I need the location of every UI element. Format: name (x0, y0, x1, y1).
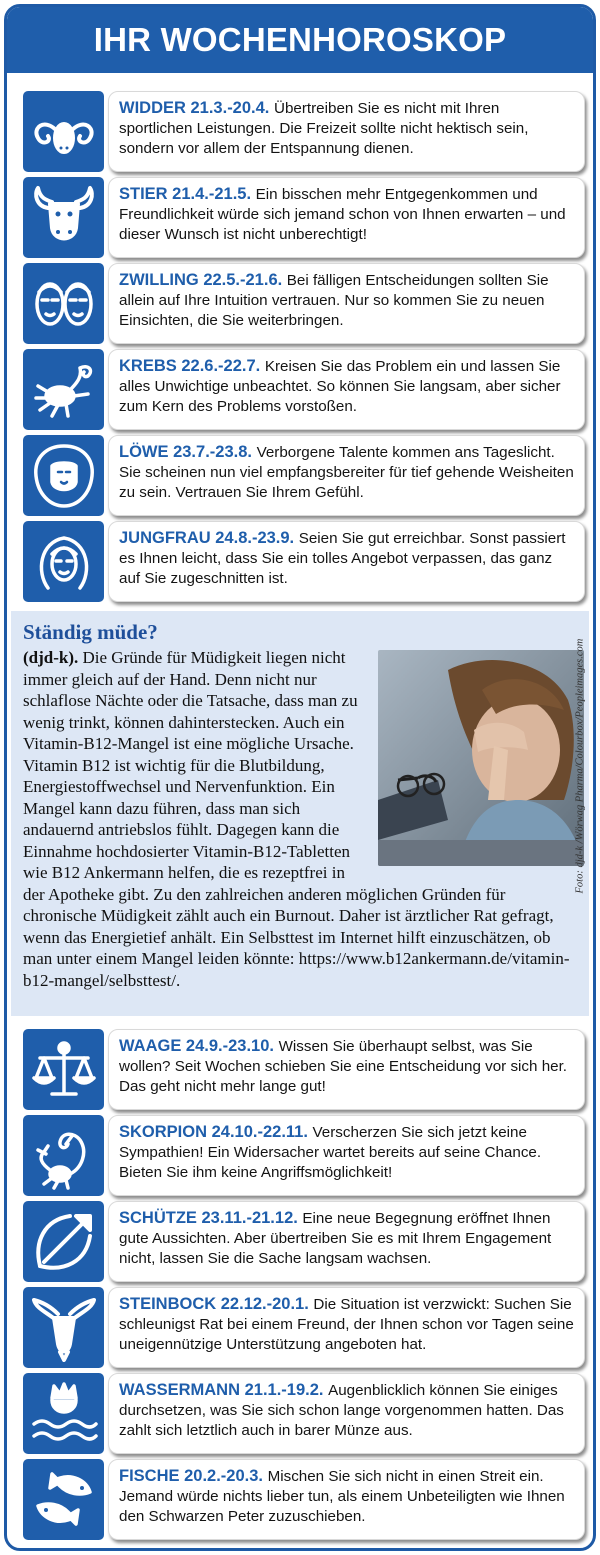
sign-name: WASSERMANN 21.1.-19.2. (119, 1381, 329, 1399)
sign-card (108, 435, 585, 516)
sign-wassermann (23, 1373, 585, 1454)
sign-text: Mischen Sie sich nicht in einen Streit ein. Jemand würde nichts lieber tun, als einem Unbeteiligten wie Ihnen den Schwarzen Peter zuzuschieben. (119, 1468, 565, 1525)
sign-name: FISCHE 20.2.-20.3. (119, 1467, 268, 1485)
sign-card (108, 1459, 585, 1540)
article-box (11, 611, 589, 1016)
sign-name: SKORPION 24.10.-22.11. (119, 1123, 313, 1141)
sign-name: JUNGFRAU 24.8.-23.9. (119, 529, 299, 547)
sign-widder (23, 91, 585, 172)
sign-text: Eine neue Begegnung eröffnet Ihnen gute Aussichten. Aber übertreiben Sie es mit Ihrem Engagement nicht, lassen Sie die Sache langsam wachsen. (119, 1210, 552, 1267)
sign-skorpion (23, 1115, 585, 1196)
sign-card (108, 1029, 585, 1110)
article-text (23, 647, 579, 991)
article-lead: (djd-k). (23, 648, 83, 667)
sign-zwilling (23, 263, 585, 344)
sign-loewe (23, 435, 585, 516)
tired-woman-image (378, 650, 584, 866)
sagittarius-bow-icon (23, 1201, 104, 1282)
sign-text: Wissen Sie überhaupt selbst, was Sie wollen? Seit Wochen schieben Sie eine Entscheidung vor sich her. Das geht nicht mehr lange gut! (119, 1038, 568, 1095)
sign-text: Die Situation ist verzwickt: Suchen Sie schleunigst Rat bei einem Freund, der Ihnen schon vor Tagen seine uneigennützige Unterstützung angeboten hat. (119, 1296, 574, 1353)
sign-name: STEINBOCK 22.12.-20.1. (119, 1295, 314, 1313)
taurus-bull-icon (23, 177, 104, 258)
sign-card (108, 263, 585, 344)
horoscope-page (4, 4, 596, 1551)
gemini-twins-icon (23, 263, 104, 344)
sign-text: Übertreiben Sie es nicht mit Ihren sportlichen Leistungen. Die Freizeit sollte nicht hektisch sein, sondern vor allem der Entspannung dienen. (119, 100, 529, 157)
header-bar (7, 7, 593, 73)
sign-name: ZWILLING 22.5.-21.6. (119, 271, 287, 289)
sign-card (108, 1287, 585, 1368)
sign-krebs (23, 349, 585, 430)
sign-text: Bei fälligen Entscheidungen sollten Sie allein auf Ihre Intuition vertrauen. Nur so kommen Sie zu neuen Einsichten, die Sie weiterbringen. (119, 272, 549, 329)
photo-tired-woman (378, 650, 584, 866)
sign-waage (23, 1029, 585, 1110)
page-title: IHR WOCHENHOROSKOP (93, 21, 507, 58)
sign-name: LÖWE 23.7.-23.8. (119, 443, 257, 461)
sign-text: Augenblicklich können Sie einiges durchsetzen, was Sie sich schon lange vorgenommen hatten. Das zahlt sich letztlich auch in barer Münze aus. (119, 1382, 564, 1439)
aquarius-waterman-icon (23, 1373, 104, 1454)
article-body: Die Gründe für Müdigkeit liegen nicht immer gleich auf der Hand. Denn nicht nur schlaflose Nächte oder die Tatsache, dass man zu wenig trinkt, können dahinterstecken. Auch ein Vitamin-B12-Mangel ist eine mögliche Ursache. Vitamin B12 ist wichtig für die Blutbildung, Energiestoffwechsel und Nervenfunktion. Ein Mangel kann dazu führen, dass man sich andauernd antriebslos fühlt. Dagegen kann die Einnahme hochdosierter Vitamin-B12-Tabletten wie B12 Ankermann helfen, die es rezeptfrei in der Apotheke gibt. Zu den zahlreichen anderen möglichen Gründen für chronische Müdigkeit zählt auch ein Burnout. Daher ist ärztlicher Rat gefragt, wenn das Energietief anhält. Ein Selbsttest im Internet hilft einzuschätzen, ob man unter einem Mangel leiden könnte: https://www.b12ankermann.de/vitamin-b12-mangel/selbsttest/. (23, 648, 570, 990)
sign-text: Seien Sie gut erreichbar. Sonst passiert es Ihnen leicht, dass Sie ein tolles Angebot verpassen, das ganz auf Sie zugeschnitten ist. (119, 530, 566, 587)
sign-card (108, 1373, 585, 1454)
leo-lion-icon (23, 435, 104, 516)
pisces-fish-icon (23, 1459, 104, 1540)
photo-credit-text: Foto: djd-k /Wörwag Pharma/Colourbox/Peopleimages.com (574, 638, 586, 894)
sign-schuetze (23, 1201, 585, 1282)
sign-text: Kreisen Sie das Problem ein und lassen Sie alles Unwichtige unbeachtet. So können Sie langsam, aber sicher zum Kern des Problems vorstoßen. (119, 358, 561, 415)
sign-jungfrau (23, 521, 585, 602)
cancer-crab-icon (23, 349, 104, 430)
aries-ram-icon (23, 91, 104, 172)
sign-name: WIDDER 21.3.-20.4. (119, 99, 274, 117)
sign-name: WAAGE 24.9.-23.10. (119, 1037, 279, 1055)
sign-card (108, 521, 585, 602)
sign-text: Verscherzen Sie sich jetzt keine Sympathien! Ein Widersacher wartet bereits auf seine Chance. Bieten Sie ihm keine Angriffsmöglichkeit! (119, 1124, 542, 1181)
sign-card (108, 1201, 585, 1282)
photo-credit (573, 615, 587, 895)
capricorn-ibex-icon (23, 1287, 104, 1368)
sign-card (108, 91, 585, 172)
sign-name: KREBS 22.6.-22.7. (119, 357, 265, 375)
sign-fische (23, 1459, 585, 1540)
libra-scales-icon (23, 1029, 104, 1110)
sign-text: Ein bisschen mehr Entgegenkommen und Freundlichkeit würde sich jemand schon von Ihnen erwarten – und dieser Wunsch ist nicht unberechtigt! (119, 186, 566, 243)
sign-stier (23, 177, 585, 258)
sign-card (108, 1115, 585, 1196)
sign-card (108, 349, 585, 430)
sign-name: STIER 21.4.-21.5. (119, 185, 256, 203)
sign-text: Verborgene Talente kommen ans Tageslicht. Sie scheinen nun viel empfangsbereiter für tief gehende Weisheiten zu sein. Vertrauen Sie Ihrem Gefühl. (119, 444, 574, 501)
article-title: Ständig müde? (23, 620, 158, 644)
sign-steinbock (23, 1287, 585, 1368)
scorpio-scorpion-icon (23, 1115, 104, 1196)
virgo-maiden-icon (23, 521, 104, 602)
sign-card (108, 177, 585, 258)
sign-name: SCHÜTZE 23.11.-21.12. (119, 1209, 303, 1227)
